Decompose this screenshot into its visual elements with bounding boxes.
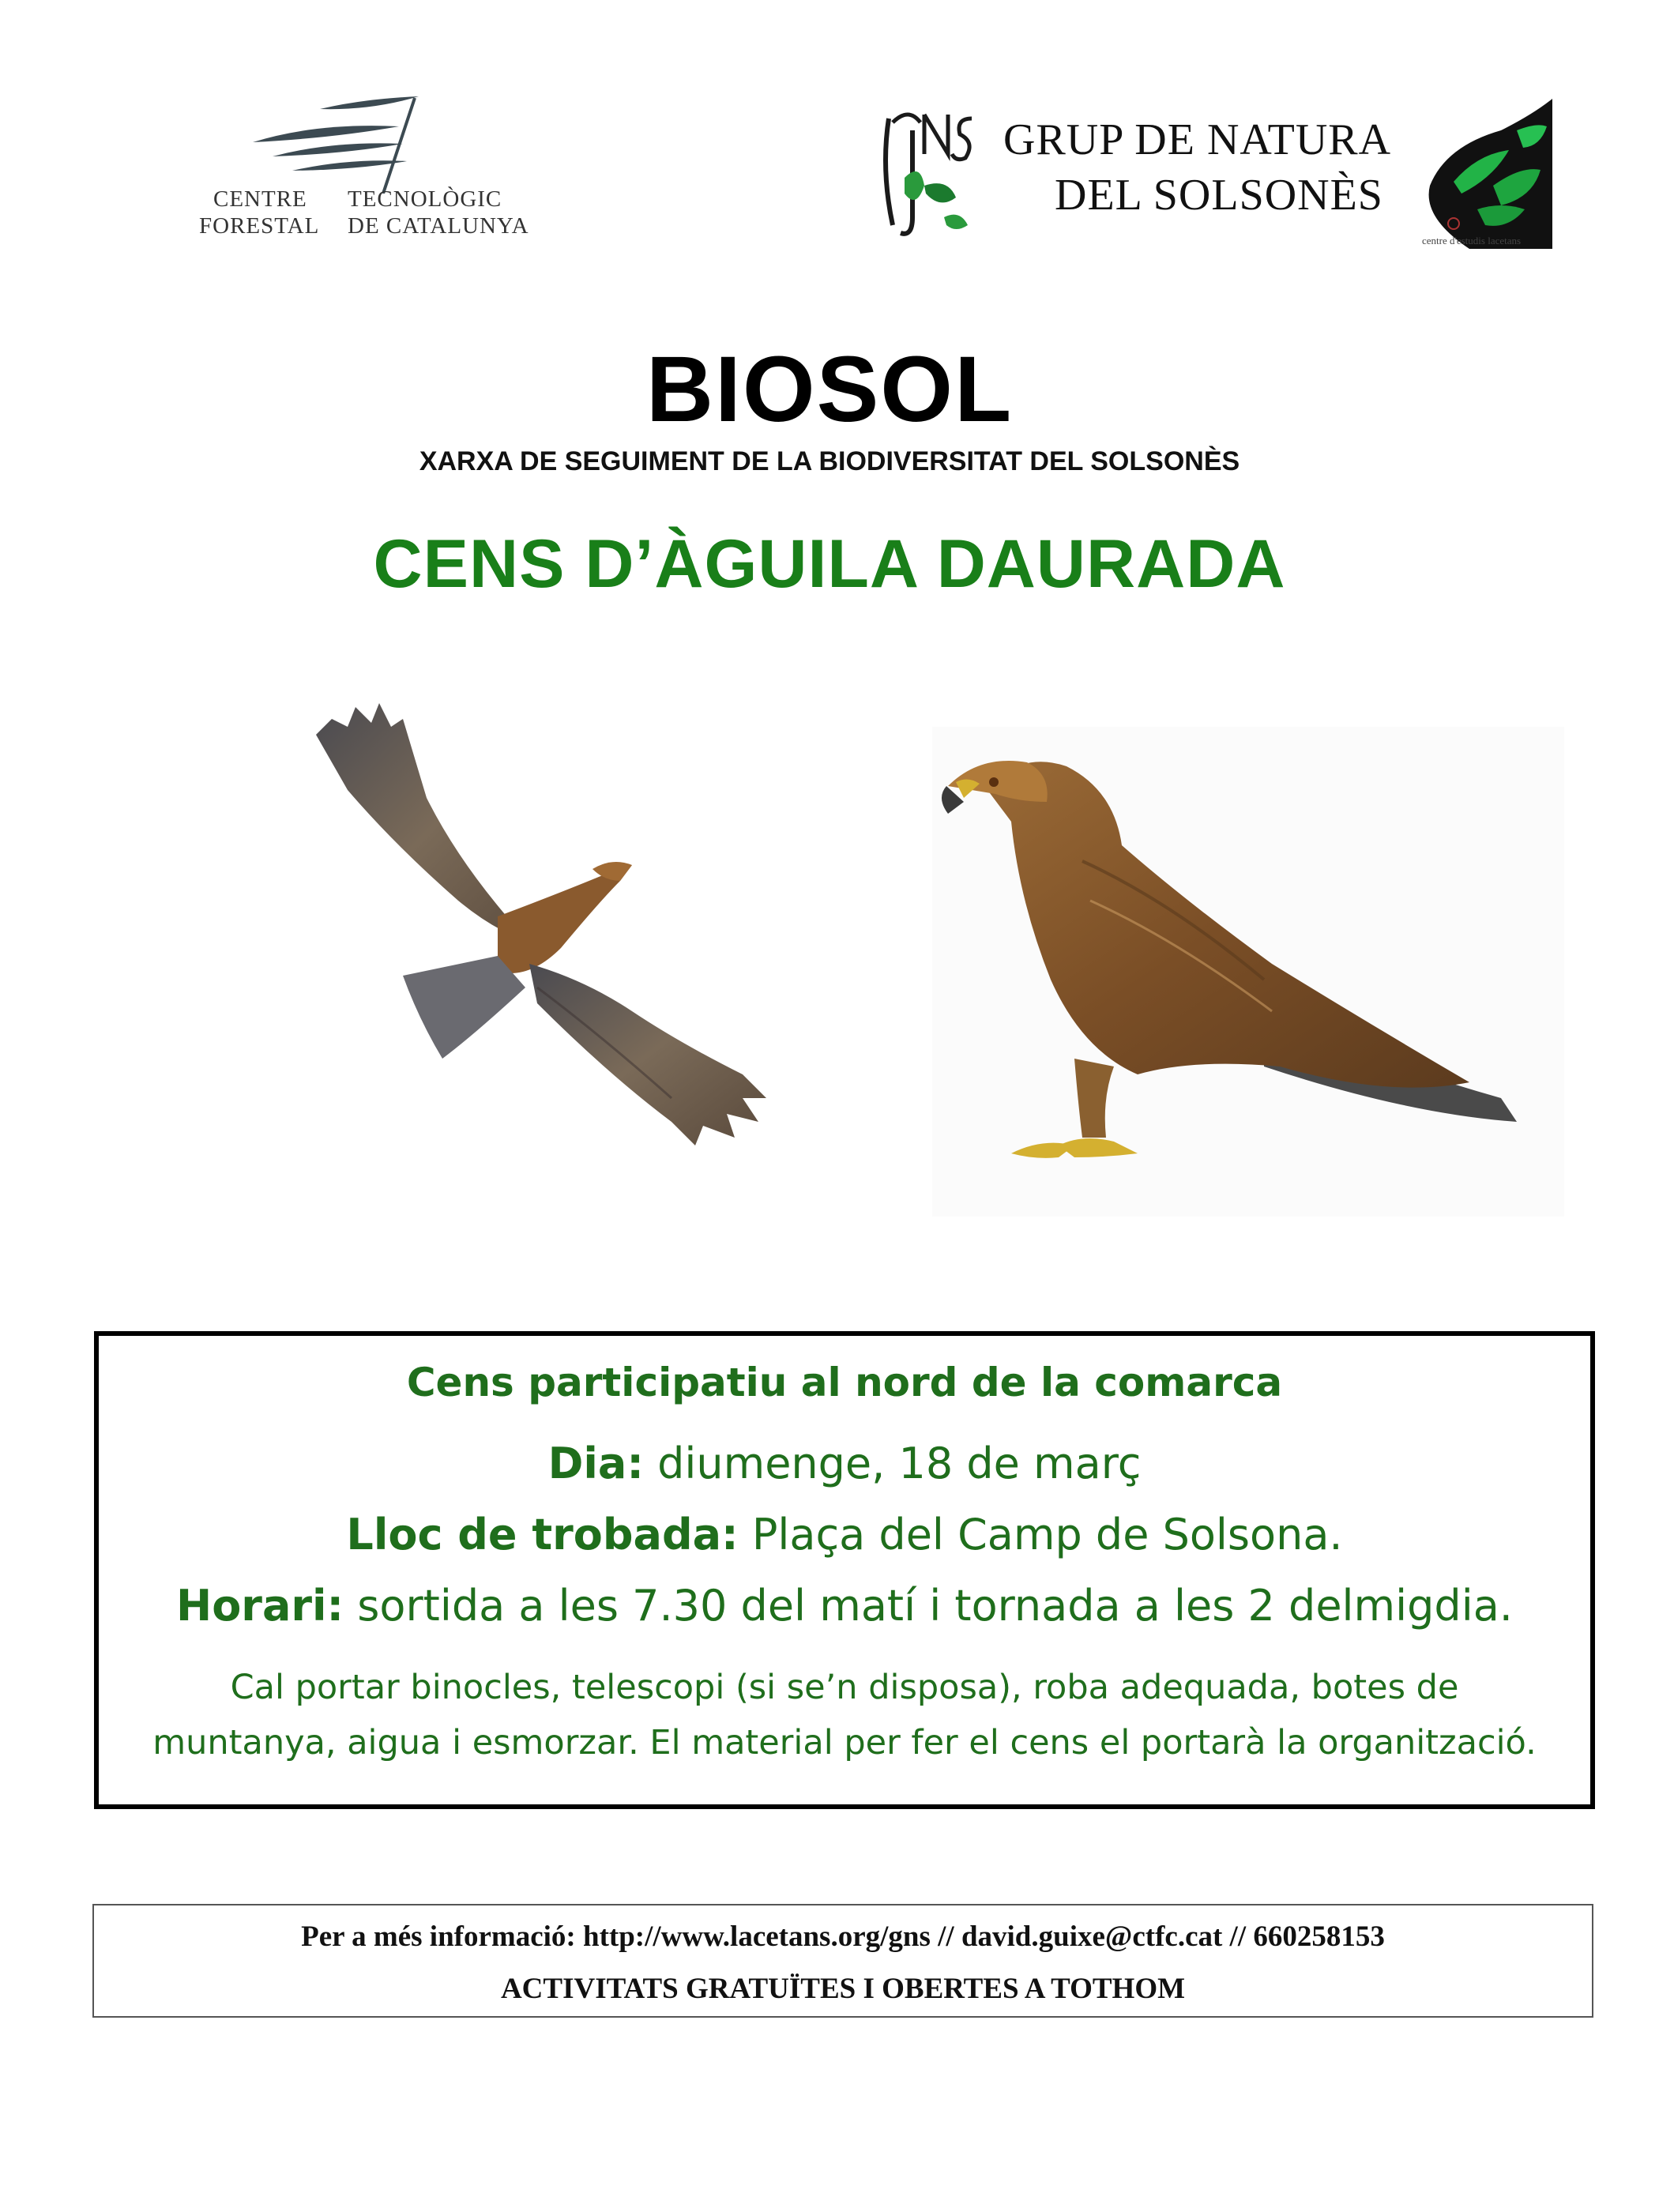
ctfc-leaf-icon — [245, 95, 427, 194]
place-label: Lloc de trobada: — [346, 1510, 739, 1559]
gns-title-line1: GRUP DE NATURA — [1003, 115, 1392, 164]
ctfc-logo — [198, 95, 529, 245]
census-title: CENS D’ÀGUILA DAURADA — [373, 526, 1286, 602]
time-value: sortida a les 7.30 del matí i tornada a les 2 delmigdia. — [344, 1581, 1513, 1631]
small-seal-icon — [1446, 216, 1462, 231]
info-heading: Cens participatiu al nord de la comarca — [406, 1360, 1283, 1405]
info-meeting-place — [99, 1510, 1590, 1559]
footer-free-activities: ACTIVITATS GRATUÏTES I OBERTES A TOTHOM — [500, 1973, 1186, 2005]
flying-eagle-illustration — [300, 703, 782, 1169]
ctfc-text-catalunya: DE CATALUNYA — [348, 213, 529, 239]
perched-eagle-illustration — [932, 727, 1564, 1217]
info-schedule — [99, 1581, 1590, 1631]
time-label: Horari: — [176, 1581, 344, 1631]
cel-small-text: centre d'estudis lacetans — [1422, 235, 1522, 246]
gns-title-line2: DEL SOLSONÈS — [1055, 171, 1383, 220]
footer-box — [92, 1904, 1593, 2018]
footer-contact-info: Per a més informació: http://www.lacetans.org/gns // david.guixe@ctfc.cat // 660258153 — [301, 1920, 1385, 1953]
gns-monogram-icon — [877, 99, 995, 245]
page-title: BIOSOL — [645, 337, 1014, 442]
event-info-box — [94, 1331, 1595, 1809]
ctfc-text-forestal: FORESTAL — [199, 213, 320, 239]
day-value: diumenge, 18 de març — [643, 1439, 1142, 1488]
gns-logo — [877, 99, 1552, 249]
page-subtitle: XARXA DE SEGUIMENT DE LA BIODIVERSITAT DEL SOLSONÈS — [419, 446, 1240, 476]
place-value: Plaça del Camp de Solsona. — [738, 1510, 1343, 1559]
info-note-line2: muntanya, aigua i esmorzar. El material per fer el cens el portarà la organització. — [152, 1723, 1537, 1762]
day-label: Dia: — [547, 1439, 644, 1488]
ctfc-text-tecnologic: TECNOLÒGIC — [348, 186, 502, 212]
info-note-line1: Cal portar binocles, telescopi (si se’n disposa), roba adequada, botes de — [230, 1668, 1459, 1707]
info-day — [99, 1439, 1590, 1488]
butterfly-wing-icon — [1422, 99, 1556, 249]
ctfc-text-centre: CENTRE — [213, 186, 307, 212]
